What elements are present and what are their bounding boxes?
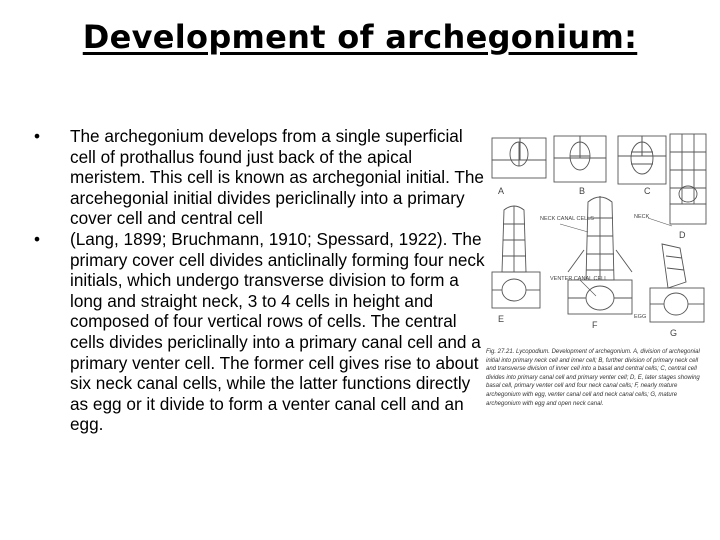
label-neck: NECK — [634, 214, 650, 220]
label-e: E — [498, 314, 505, 324]
stage-g-drawing — [650, 244, 704, 322]
bullet-text: The archegonium develops from a single superficial cell of prothallus found just back of the apical meristem. This cell is known as archegonial initial. The arcehegonial initial divides periclinally into a primary cover cell and central cell — [70, 126, 484, 229]
figure-caption: Fig. 27.21. Lycopodium. Development of archegonium. A, division of archegonial initial into primary neck cell and inner cell; B, further division of primary neck cell and transverse division of inner cell into a basal and central cells; C, central cell divides into primary canal cell and primary venter cell; D, E, later stages showing basal cell, primary venter cell and four neck canal cells; F, nearly mature archegonium with egg, venter canal cell and neck canal cells; G, mature archegonium with egg and open neck canal. — [486, 349, 700, 407]
label-venter-canal-cell: VENTER CANAL CELL — [550, 276, 608, 282]
archegonium-diagram — [484, 132, 714, 347]
stage-b-drawing — [554, 136, 606, 182]
label-a: A — [498, 186, 505, 196]
stage-e-drawing — [492, 206, 540, 308]
archegonium-figure — [484, 132, 714, 382]
bullet-marker: • — [33, 228, 41, 249]
label-egg: EGG — [634, 314, 647, 320]
bullet-text: (Lang, 1899; Bruchmann, 1910; Spessard, 1922). The primary cover cell divides anticlinally forming four neck initials, which undergo transverse division to form a long and straight neck, 3 to 4 cells in height and composed of four vertical rows of cells. The central cells divides periclinally into a primary canal cell and a primary venter cell. The former cell gives rise to about six neck canal cells, while the latter functions directly as egg or it divide to form a venter canal cell and an egg. — [70, 228, 485, 435]
label-b: B — [579, 186, 586, 196]
label-neck-canal-cells: NECK CANAL CELLS — [540, 216, 594, 222]
stage-f-drawing — [568, 196, 632, 314]
bullet-item — [30, 126, 490, 229]
label-d: D — [679, 230, 686, 240]
stage-c-drawing — [618, 136, 666, 184]
label-f: F — [592, 320, 598, 330]
stage-a-drawing — [492, 138, 546, 178]
bullet-marker: • — [33, 126, 41, 146]
bullet-item — [30, 229, 490, 435]
slide-title: Development of archegonium: — [82, 18, 638, 56]
bullet-list — [30, 126, 490, 435]
label-c: C — [644, 186, 651, 196]
stage-d-drawing — [670, 134, 706, 224]
label-g: G — [670, 328, 678, 338]
